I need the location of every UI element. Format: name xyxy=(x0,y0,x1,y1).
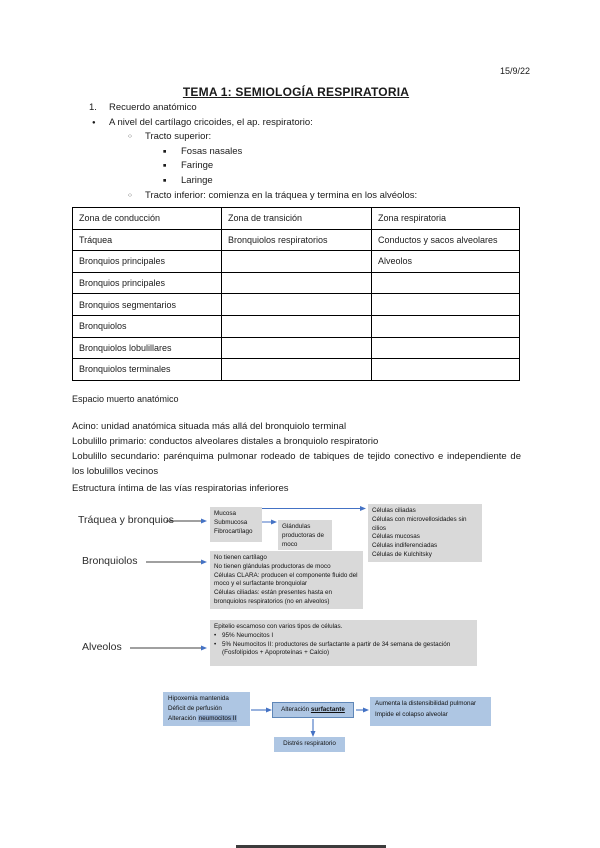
table-cell: Conductos y sacos alveolares xyxy=(372,229,520,251)
table-cell: Bronquios principales xyxy=(73,251,222,273)
square-bullet-icon: ■ xyxy=(163,148,167,155)
definition-acino: Acino: unidad anatómica situada más allá del bronquiolo terminal xyxy=(72,421,347,432)
table-row xyxy=(73,315,520,337)
table-cell xyxy=(372,294,520,316)
table-row xyxy=(73,359,520,381)
page-title: TEMA 1: SEMIOLOGÍA RESPIRATORIA xyxy=(182,85,410,99)
table-caption: Espacio muerto anatómico xyxy=(72,394,179,404)
label-bronquiolos: Bronquiolos xyxy=(82,555,138,567)
circle-bullet-icon: ○ xyxy=(128,191,132,199)
table-cell: Bronquios segmentarios xyxy=(73,294,222,316)
definition-lobulillo-secundario: Lobulillo secundario: parénquima pulmonar rodeado de tabiques de tejido conectivo e independiente de los lobulillos vecinos xyxy=(72,451,521,477)
bronquiolos-notes-box: No tienen cartílago No tienen glándulas productoras de moco Células CLARA: producen el componente fluido del moco y el surfactante bronquiolar Células ciliadas: están presentes hasta en bronquiolos respiratorios (no en alveolos) xyxy=(210,551,363,609)
list-item-label: Laringe xyxy=(181,174,213,186)
column-header: Zona de conducción xyxy=(73,208,222,230)
underlined-text: surfactante xyxy=(310,706,345,713)
table-cell xyxy=(372,315,520,337)
table-cell: Bronquiolos respiratorios xyxy=(222,229,372,251)
list-item-label: Tracto superior: xyxy=(145,131,212,143)
table-row xyxy=(73,251,520,273)
table-row xyxy=(73,337,520,359)
label-alveolos: Alveolos xyxy=(82,641,122,653)
date: 15/9/22 xyxy=(499,66,530,76)
glands-box: Glándulas productoras de moco xyxy=(278,520,332,550)
highlighted-text: neumocitos II xyxy=(198,715,237,723)
table-cell: Alveolos xyxy=(372,251,520,273)
table-cell: Bronquiolos terminales xyxy=(73,359,222,381)
table-cell xyxy=(222,294,372,316)
table-cell: Bronquiolos lobulillares xyxy=(73,337,222,359)
circle-bullet-icon: ○ xyxy=(128,133,132,141)
list-item-label: A nivel del cartílago cricoides, el ap. respiratorio: xyxy=(109,116,313,128)
list-item-label: Recuerdo anatómico xyxy=(109,102,197,113)
list-item xyxy=(72,116,532,131)
outline-list xyxy=(72,101,532,203)
zones-table xyxy=(72,207,520,381)
table-cell xyxy=(372,359,520,381)
table-header-row xyxy=(73,208,520,230)
list-item-label: Faringe xyxy=(181,160,214,172)
table-cell: Bronquios principales xyxy=(73,272,222,294)
table-cell xyxy=(222,359,372,381)
table-cell xyxy=(372,337,520,359)
table-cell xyxy=(222,251,372,273)
square-bullet-icon: ■ xyxy=(163,163,167,170)
column-header: Zona respiratoria xyxy=(372,208,520,230)
number-marker: 1. xyxy=(89,102,97,113)
list-item-label: Fosas nasales xyxy=(181,145,243,157)
bullet-icon: • xyxy=(214,631,217,639)
label-arrows xyxy=(130,521,201,648)
table-cell xyxy=(222,315,372,337)
flow-surfactant-box: Alteración surfactante xyxy=(272,702,354,718)
definition-lobulillo-primario: Lobulillo primario: conductos alveolares distales a bronquiolo respiratorio xyxy=(72,436,379,447)
list-item xyxy=(72,174,532,189)
table-cell: Tráquea xyxy=(73,229,222,251)
alveolos-notes-box: Epitelio escamoso con varios tipos de células. • 95% Neumocitos I • 5% Neumocitos II: productores de surfactante a partir de 34 semana de gestación (Fosfolípidos + Apoproteínas + Calcio) xyxy=(210,620,477,666)
list-item xyxy=(72,101,532,116)
flow-effects-box: Aumenta la distensibilidad pulmonar Impide el colapso alveolar xyxy=(370,697,491,726)
table-cell xyxy=(372,272,520,294)
list-item-label: Tracto inferior: comienza en la tráquea y termina en los alvéolos: xyxy=(145,189,418,201)
table-cell: Bronquiolos xyxy=(73,315,222,337)
airways-diagram xyxy=(0,490,600,790)
list-item xyxy=(72,130,532,145)
disc-bullet-icon: ● xyxy=(92,119,96,126)
table-row xyxy=(73,229,520,251)
definitions-block xyxy=(72,419,521,479)
table-cell xyxy=(222,337,372,359)
table-cell xyxy=(222,272,372,294)
bullet-icon: • xyxy=(214,640,217,648)
wall-layers-box: Mucosa Submucosa Fibrocartílago xyxy=(210,507,262,542)
list-item xyxy=(72,159,532,174)
table-row xyxy=(73,272,520,294)
square-bullet-icon: ■ xyxy=(163,177,167,184)
label-traquea-bronquios: Tráquea y bronquios xyxy=(78,514,174,526)
flow-causes-box: Hipoxemia mantenida Déficit de perfusión Alteración neumocitos II xyxy=(163,692,250,726)
table-row xyxy=(73,294,520,316)
column-header: Zona de transición xyxy=(222,208,372,230)
label-arrowheads xyxy=(201,519,207,651)
list-item xyxy=(72,145,532,160)
diagram-heading: Estructura íntima de las vías respiratorias inferiores xyxy=(72,483,289,494)
cell-types-box: Células ciliadas Células con microvellosidades sin cilios Células mucosas Células indiferenciadas Células de Kulchitsky xyxy=(368,504,482,562)
flow-result-box: Distrés respiratorio xyxy=(274,737,345,752)
list-item xyxy=(72,189,532,204)
